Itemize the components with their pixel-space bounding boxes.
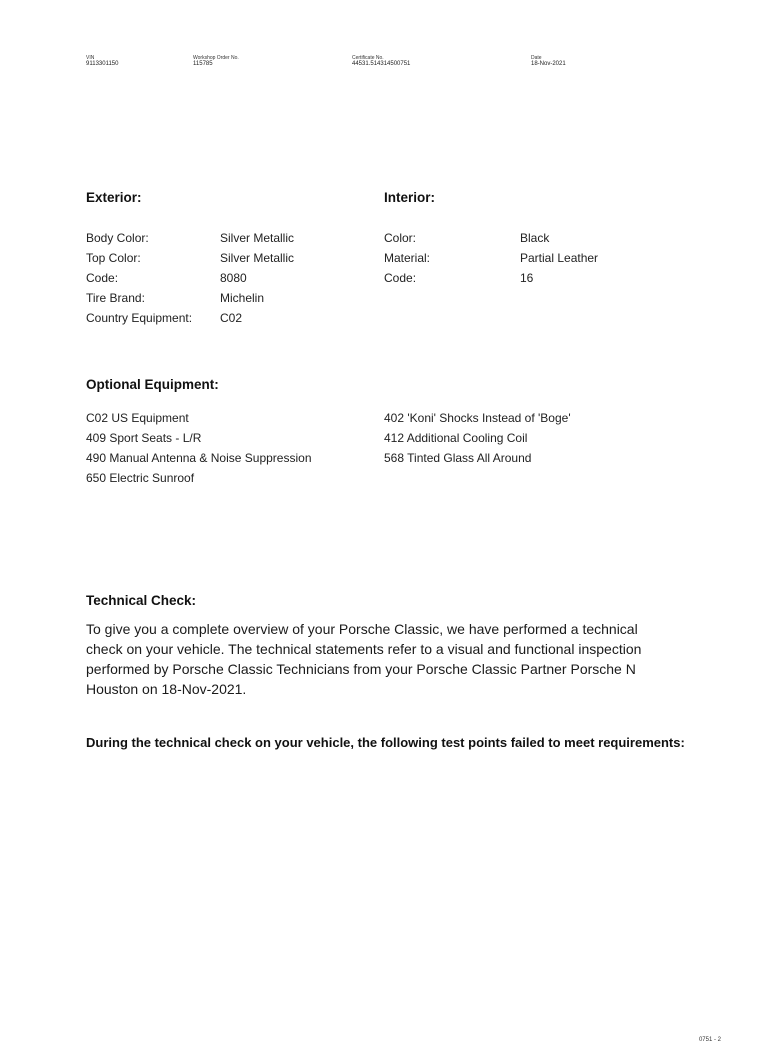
date-label: Date [531,55,542,61]
header-workshop-order [193,55,239,68]
technical-check-paragraph: To give you a complete overview of your Porsche Classic, we have performed a technical check on your vehicle. The technical statements refer to a visual and functional inspection performed by Porsche Classic Technicians from your Porsche Classic Partner Porsche N Houston on 18-Nov-2021. [86,621,642,697]
date-value: 18-Nov-2021 [531,61,566,67]
header-vin [86,55,118,68]
technical-check-title: Technical Check: [86,593,197,608]
header-date [531,55,566,68]
interior-row [384,251,644,271]
exterior-list [86,231,346,331]
interior-label: Color: [384,231,417,245]
optional-equipment-title: Optional Equipment: [86,377,219,392]
vin-value: 9113301150 [86,61,119,67]
exterior-label: Body Color: [86,231,149,245]
interior-value: Black [520,231,550,245]
optional-equipment-item: 412 Additional Cooling Coil [384,431,528,445]
interior-row [384,231,644,251]
exterior-label: Country Equipment: [86,311,193,325]
exterior-row [86,311,346,331]
exterior-value: Silver Metallic [220,251,295,265]
exterior-value: Silver Metallic [220,231,295,245]
interior-title: Interior: [384,190,436,205]
optional-equipment-item: 402 'Koni' Shocks Instead of 'Boge' [384,411,571,425]
exterior-label: Tire Brand: [86,291,145,305]
optional-equipment-right-list [384,411,571,471]
header-certificate [352,55,410,68]
exterior-label: Top Color: [86,251,141,265]
optional-equipment-item: 568 Tinted Glass All Around [384,451,532,465]
optional-equipment-left-list [86,411,312,491]
exterior-row [86,251,346,271]
interior-value: Partial Leather [520,251,599,265]
exterior-row [86,271,346,291]
interior-label: Material: [384,251,431,265]
exterior-row [86,291,346,311]
workshop-order-value: 115785 [193,61,213,67]
page-code: 0751 - 2 [698,1037,721,1043]
exterior-title: Exterior: [86,190,142,205]
failed-test-points-heading: During the technical check on your vehicle, the following test points failed to meet requirements: [86,735,685,750]
optional-equipment-item: 650 Electric Sunroof [86,471,195,485]
exterior-value: Michelin [220,291,265,305]
optional-equipment-item: 490 Manual Antenna & Noise Suppression [86,451,312,465]
workshop-order-label: Workshop Order No. [193,55,239,61]
optional-equipment-item: C02 US Equipment [86,411,189,425]
exterior-row [86,231,346,251]
interior-list [384,231,644,291]
exterior-value: 8080 [220,271,247,285]
interior-label: Code: [384,271,417,285]
certificate-value: 44531.514314500751 [352,61,411,67]
optional-equipment-item: 409 Sport Seats - L/R [86,431,202,445]
exterior-label: Code: [86,271,119,285]
certificate-label: Certificate No. [352,55,384,61]
exterior-value: C02 [220,311,243,325]
interior-row [384,271,644,291]
interior-value: 16 [520,271,534,285]
vin-label: VIN [86,55,95,61]
